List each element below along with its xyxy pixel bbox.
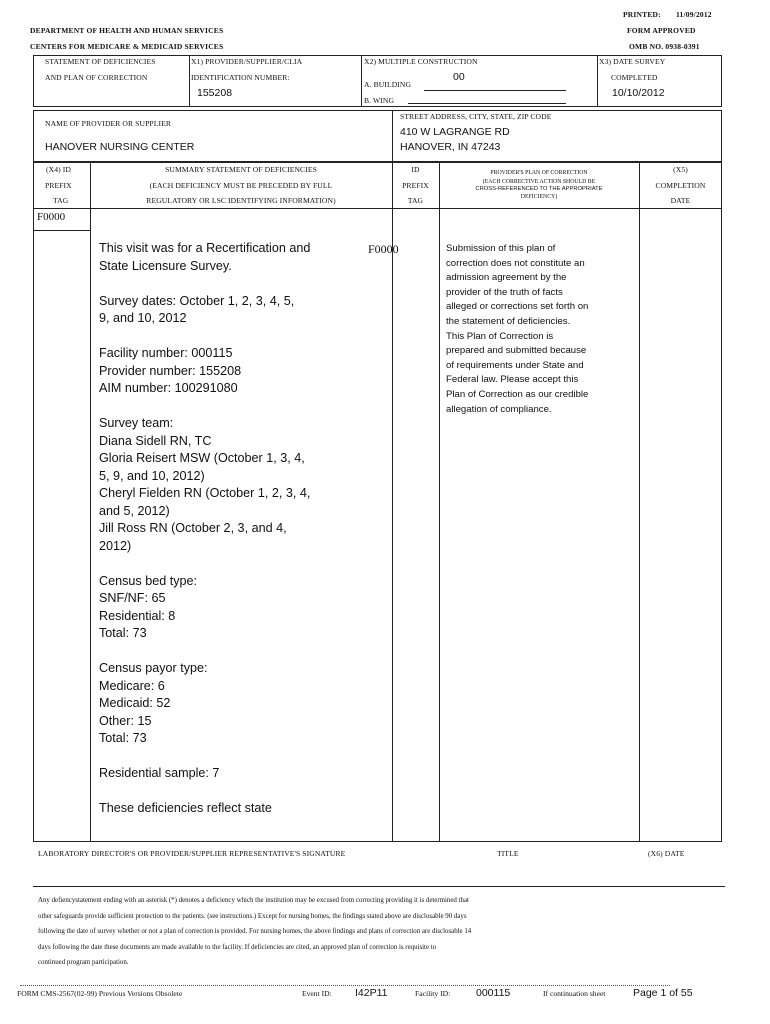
printed-label: PRINTED: bbox=[623, 10, 661, 19]
printed-date: 11/09/2012 bbox=[676, 10, 712, 19]
title-label: TITLE bbox=[497, 849, 519, 858]
provider-name: HANOVER NURSING CENTER bbox=[45, 141, 195, 153]
provider-id-label-2: IDENTIFICATION NUMBER: bbox=[191, 73, 290, 82]
right-tag: F0000 bbox=[368, 242, 399, 256]
summary-statement: This visit was for a Recertification and State Licensure Survey. Survey dates: October 1, 2, 3, 4, 5, 9, and 10, 2012 Facility number: 000115 Provider number: 155208 AIM number: 100291080 Survey team: Diana Sidell RN, TC Gloria Reisert MSW (October 1, 3, 4, 5, 9, and 10, 2012) Cheryl Fielden RN (October 1, 2, 3, 4, and 5, 2012) Jill Ross RN (October 2, 3, and 4, 2012) Census bed type: SNF/NF: 65 Residential: 8 Total: 73 Census payor type: Medicare: 6 Medicaid: 52 Other: 15 Total: 73 Residential sample: 7 These deficiencies reflect state bbox=[99, 241, 311, 815]
footnote-line-5: continued program participation. bbox=[38, 959, 129, 966]
summary-header-1: SUMMARY STATEMENT OF DEFICIENCIES bbox=[165, 165, 317, 174]
address-line-1: 410 W LAGRANGE RD bbox=[400, 126, 510, 138]
survey-date: 10/10/2012 bbox=[612, 87, 665, 99]
page-number: Page 1 of 55 bbox=[633, 987, 693, 999]
signature-label: LABORATORY DIRECTOR'S OR PROVIDER/SUPPLIER REPRESENTATIVE'S SIGNATURE bbox=[38, 849, 346, 858]
multiple-construction-label: X2) MULTIPLE CONSTRUCTION bbox=[364, 57, 478, 66]
id-tag-label: TAG bbox=[407, 196, 424, 205]
provider-id-label-1: X1) PROVIDER/SUPPLIER/CLIA bbox=[191, 57, 303, 66]
plan-of-correction: Submission of this plan of correction does not constitute an admission agreement by the provider of the truth of facts alleged or corrections set forth on the statement of deficiencies. This Plan of Correction is prepared and submitted because of requirements under State and Federal law. Please accept this Plan of Correction as our credible allegation of compliance. bbox=[446, 243, 589, 415]
form-number: FORM CMS-2567(02-99) Previous Versions Obsolete bbox=[17, 989, 183, 998]
statement-label-1: STATEMENT OF DEFICIENCIES bbox=[45, 57, 156, 66]
id-prefix-label: PREFIX bbox=[402, 181, 429, 190]
provider-box bbox=[33, 110, 722, 162]
building-label: A. BUILDING bbox=[364, 80, 412, 89]
poc-header-2: (EACH CORRECTIVE ACTION SHOULD BE bbox=[482, 179, 596, 185]
x4-id-label: (X4) ID bbox=[46, 165, 71, 174]
address-line-2: HANOVER, IN 47243 bbox=[400, 141, 501, 153]
poc-header-4: DEFICIENCY) bbox=[520, 194, 558, 200]
statement-label-2: AND PLAN OF CORRECTION bbox=[45, 73, 148, 82]
x4-tag-label: TAG bbox=[53, 196, 69, 205]
footnote-line-1: Any defiencystatement ending with an asterisk (*) denotes a deficiency which the institution may be excused from correcting providing it is determined that bbox=[38, 897, 469, 904]
building-value: 00 bbox=[453, 71, 465, 83]
provider-name-label: NAME OF PROVIDER OR SUPPLIER bbox=[45, 119, 172, 128]
facility-id: 000115 bbox=[476, 987, 511, 999]
x5-label: (X5) bbox=[673, 165, 688, 174]
completed-label: COMPLETED bbox=[611, 73, 658, 82]
summary-header-3: REGULATORY OR LSC IDENTIFYING INFORMATION) bbox=[146, 196, 336, 205]
centers-title: CENTERS FOR MEDICARE & MEDICAID SERVICES bbox=[30, 42, 224, 51]
poc-header-1: PROVIDER'S PLAN OF CORRECTION bbox=[490, 170, 588, 176]
event-id-label: Event ID: bbox=[302, 989, 332, 998]
footnote-line-3: following the date of survey whether or not a plan of correction is provided. For nursing homes, the above findings and plans of correction are disclosable 14 bbox=[38, 928, 472, 935]
continuation-label: If continuation sheet bbox=[543, 989, 606, 998]
date-survey-label: X3) DATE SURVEY bbox=[599, 57, 666, 66]
x4-prefix-label: PREFIX bbox=[45, 181, 72, 190]
poc-header-3: CROSS-REFERENCED TO THE APPROPRIATE bbox=[475, 186, 603, 192]
form-approved: FORM APPROVED bbox=[627, 26, 696, 35]
left-tag: F0000 bbox=[37, 211, 66, 223]
x6-date-label: (X6) DATE bbox=[648, 849, 685, 858]
department-title: DEPARTMENT OF HEALTH AND HUMAN SERVICES bbox=[30, 26, 224, 35]
date-label: DATE bbox=[670, 196, 691, 205]
id-label: ID bbox=[411, 165, 420, 174]
footnote-line-2: other safeguards provide sufficient protection to the patients. (see instructions.) Except for nursing homes, the findings stated above are disclosable 90 days bbox=[38, 912, 467, 920]
completion-label: COMPLETION bbox=[655, 181, 706, 190]
provider-number: 155208 bbox=[197, 87, 233, 99]
summary-header-2: (EACH DEFICIENCY MUST BE PRECEDED BY FULL bbox=[149, 181, 333, 190]
event-id: I42P11 bbox=[355, 987, 388, 999]
wing-label: B. WING bbox=[364, 96, 395, 105]
address-label: STREET ADDRESS, CITY, STATE, ZIP CODE bbox=[400, 112, 552, 121]
facility-id-label: Facility ID: bbox=[415, 989, 451, 998]
footnote-line-4: days following the date these documents are made available to the facility. If deficiencies are cited, an approved plan of correction is requisite to bbox=[38, 943, 437, 951]
footnote bbox=[38, 893, 728, 971]
omb-number: OMB NO. 0938-0391 bbox=[629, 42, 700, 51]
